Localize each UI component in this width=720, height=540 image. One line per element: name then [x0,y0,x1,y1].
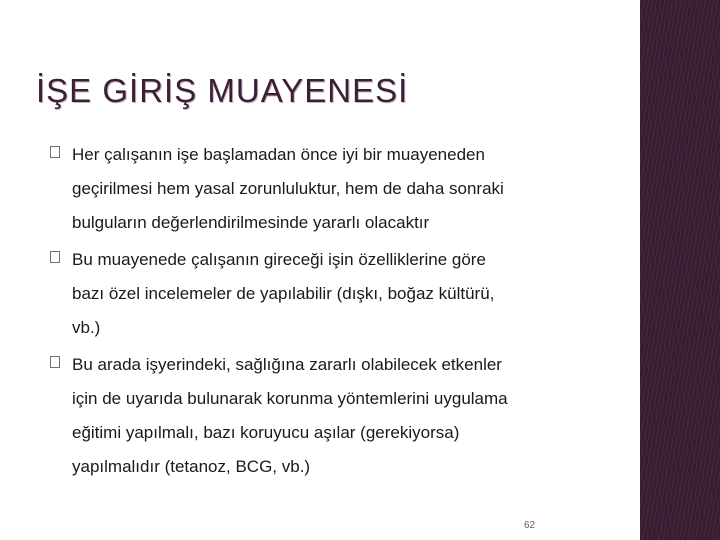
bullet-line: bazı özel incelemeler de yapılabilir (dışkı, boğaz kültürü, [72,284,495,303]
bullet-line: için de uyarıda bulunarak korunma yöntemlerini uygulama [72,389,508,408]
bullet-line: geçirilmesi hem yasal zorunluluktur, hem de daha sonraki [72,179,504,198]
decorative-side-panel [640,0,720,540]
bullet-line: eğitimi yapılmalı, bazı koruyucu aşılar (gerekiyorsa) [72,423,460,442]
bullet-list [46,138,616,487]
page-number: 62 [524,520,536,531]
bullet-line: Her çalışanın işe başlamadan önce iyi bir muayeneden [72,145,485,164]
bullet-line: Bu arada işyerindeki, sağlığına zararlı olabilecek etkenler [72,355,502,374]
bullet-line: yapılmalıdır (tetanoz, BCG, vb.) [72,457,311,476]
bullet-line: Bu muayenede çalışanın gireceği işin özelliklerine göre [72,250,486,269]
bullet-item [46,243,616,345]
square-bullet-icon [50,356,60,368]
slide-title: İŞE GİRİŞ MUAYENESİ [36,72,409,109]
square-bullet-icon [50,251,60,263]
bullet-line: bulguların değerlendirilmesinde yararlı olacaktır [72,213,430,232]
square-bullet-icon [50,146,60,158]
bullet-line: vb.) [72,318,101,337]
bullet-item [46,138,616,240]
bullet-item [46,348,616,484]
